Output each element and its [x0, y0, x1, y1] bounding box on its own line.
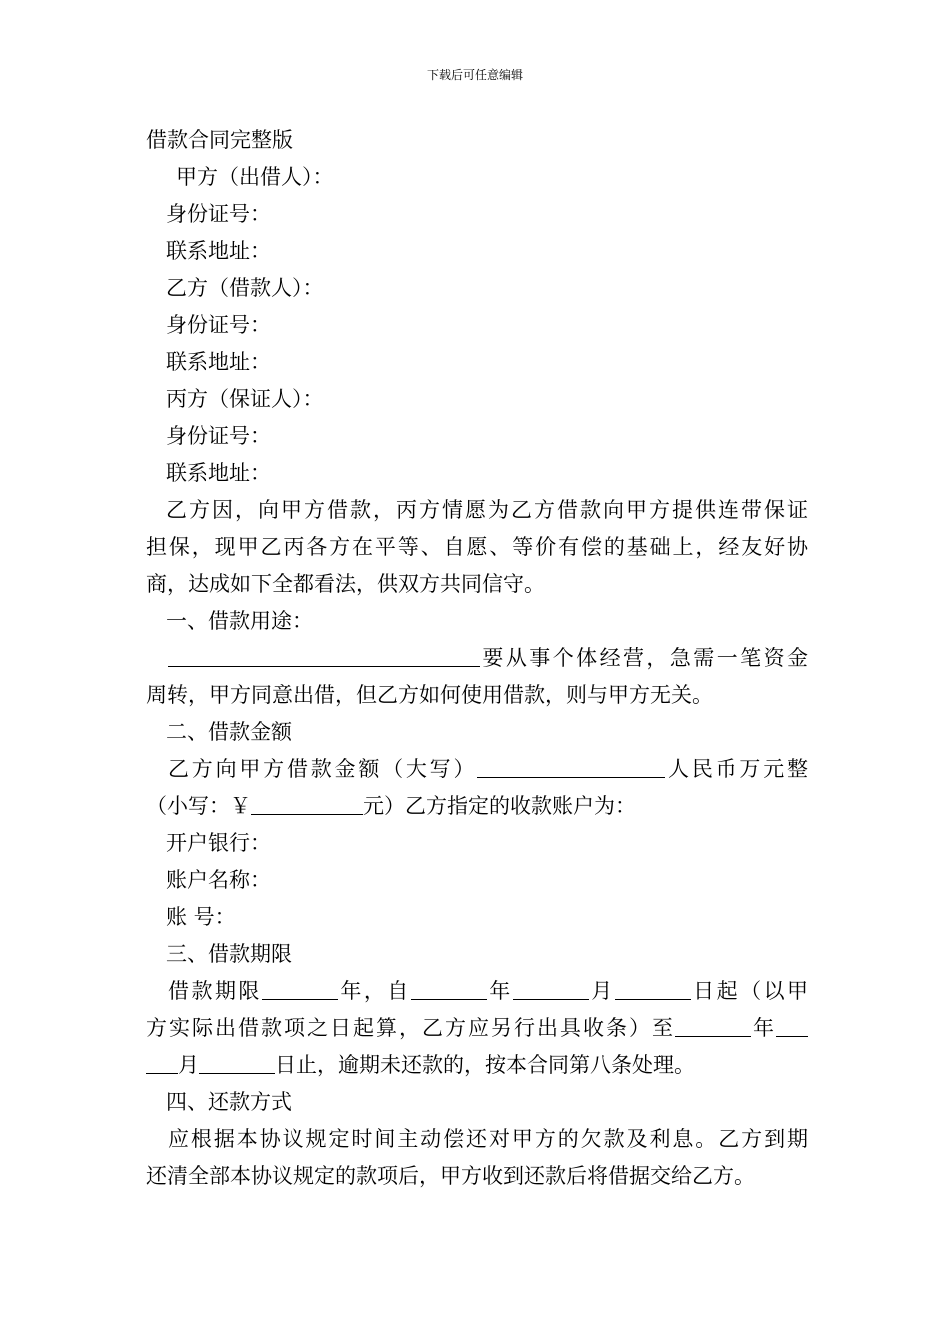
end-year-blank [675, 1014, 751, 1037]
party-c-id: 身份证号： [166, 424, 271, 448]
start-year-text: 年 [486, 979, 513, 1003]
document-title: 借款合同完整版 [146, 128, 293, 152]
section-2-line-1 [146, 751, 808, 788]
party-b-address: 联系地址： [166, 350, 271, 374]
intro-line-1: 乙方因，向甲方借款，丙方情愿为乙方借款向甲方提供连带保证 [166, 498, 808, 522]
purpose-blank [168, 644, 480, 667]
party-a-id: 身份证号： [166, 202, 271, 226]
page-header-note: 下载后可任意编辑 [426, 68, 523, 82]
term-end-text: 方实际出借款项之日起算，乙方应另行出具收条）至 [146, 1016, 675, 1040]
section-1-line-1-text: 要从事个体经营，急需一笔资金 [480, 646, 808, 670]
end-year-text: 年 [751, 1016, 776, 1040]
section-3-heading: 三、借款期限 [166, 942, 292, 966]
start-month-text: 月 [588, 979, 615, 1003]
amount-upper-unit: 人民币万元整 [665, 757, 809, 781]
party-b-id: 身份证号： [166, 313, 271, 337]
amount-upper-label: 乙方向甲方借款金额（大写） [168, 757, 478, 781]
term-from-text: 年，自 [337, 979, 411, 1003]
bank-name-label: 开户银行： [166, 831, 271, 855]
section-4-heading: 四、还款方式 [166, 1090, 292, 1114]
party-b-label: 乙方（借款人）： [166, 276, 324, 300]
start-year-blank [411, 977, 487, 1000]
start-month-blank [513, 977, 589, 1000]
section-1-line-1 [146, 640, 808, 677]
section-3-line-2 [146, 1010, 808, 1047]
intro-line-2: 担保，现甲乙丙各方在平等、自愿、等价有偿的基础上，经友好协 [146, 535, 808, 559]
section-2-line-2 [146, 788, 808, 825]
intro-line-3: 商，达成如下全都看法，供双方共同信守。 [146, 572, 545, 596]
party-a-address: 联系地址： [166, 239, 271, 263]
end-day-blank [199, 1051, 275, 1074]
account-number-label: 账 号： [166, 905, 236, 929]
party-c-label: 丙方（保证人）： [166, 387, 324, 411]
end-day-text: 日止，逾期未还款的，按本合同第八条处理。 [275, 1053, 695, 1077]
party-a-label: 甲方（出借人）： [176, 165, 334, 189]
party-c-address: 联系地址： [166, 461, 271, 485]
amount-lower-blank [251, 792, 363, 815]
amount-lower-text: 元）乙方指定的收款账户为： [363, 794, 636, 818]
start-day-text: 日起（以甲 [690, 979, 809, 1003]
end-month-blank-part-1 [776, 1014, 808, 1037]
term-years-blank [262, 977, 338, 1000]
term-label: 借款期限 [168, 979, 262, 1003]
section-3-line-1 [146, 973, 808, 1010]
amount-upper-blank [477, 755, 665, 778]
section-4-line-1: 应根据本协议规定时间主动偿还对甲方的欠款及利息。乙方到期 [168, 1127, 808, 1151]
section-1-heading: 一、借款用途： [166, 609, 313, 633]
contract-document [146, 122, 808, 1195]
section-3-line-3 [146, 1047, 808, 1084]
end-month-text: 月 [178, 1053, 199, 1077]
amount-lower-label: （小写：￥ [146, 794, 251, 818]
section-2-heading: 二、借款金额 [166, 720, 292, 744]
section-1-line-2: 周转，甲方同意出借，但乙方如何使用借款，则与甲方无关。 [146, 683, 713, 707]
section-4-line-2: 还清全部本协议规定的款项后，甲方收到还款后将借据交给乙方。 [146, 1164, 755, 1188]
end-month-blank-part-2 [146, 1051, 178, 1074]
start-day-blank [615, 977, 691, 1000]
account-name-label: 账户名称： [166, 868, 271, 892]
